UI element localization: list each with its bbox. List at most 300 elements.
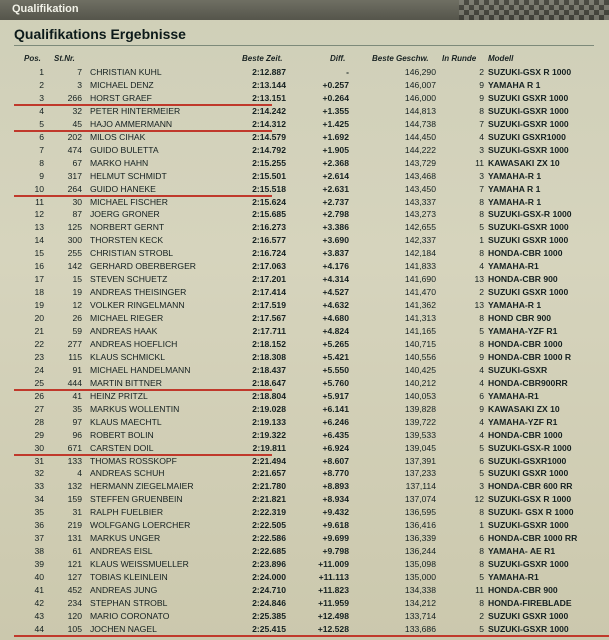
- cell-zeit: 2:17.414: [252, 287, 286, 298]
- cell-stnr: 444: [67, 377, 82, 388]
- cell-diff: +4.680: [322, 313, 349, 324]
- cell-zeit: 2:15.501: [252, 170, 286, 181]
- cell-gesch: 143,468: [404, 170, 436, 181]
- cell-runde: 9: [479, 351, 484, 362]
- cell-model: HONDA-CBR 1000 RR: [488, 533, 578, 544]
- cell-stnr: 15: [72, 274, 82, 285]
- cell-zeit: 2:13.151: [252, 92, 286, 103]
- cell-diff: +2.631: [322, 183, 349, 194]
- cell-pos: 9: [39, 170, 44, 181]
- cell-gesch: 143,729: [404, 157, 436, 168]
- table-row: [0, 365, 609, 377]
- cell-name: MICHAEL RIEGER: [90, 313, 164, 324]
- cell-zeit: 2:16.273: [252, 222, 286, 233]
- cell-zeit: 2:18.647: [252, 377, 286, 388]
- cell-gesch: 141,362: [404, 300, 436, 311]
- cell-pos: 23: [34, 351, 44, 362]
- cell-name: KLAUS SCHMICKL: [90, 351, 165, 362]
- cell-model: HOND CBR 900: [488, 313, 552, 324]
- table-row: [0, 468, 609, 480]
- cell-pos: 5: [39, 118, 44, 129]
- cell-diff: +1.355: [322, 105, 349, 116]
- table-row: [0, 222, 609, 234]
- cell-model: SUZUKI-GSX-R 1000: [488, 209, 572, 220]
- table-row: [0, 80, 609, 92]
- cell-stnr: 61: [72, 546, 82, 557]
- cell-zeit: 2:15.624: [252, 196, 286, 207]
- table-row: [0, 274, 609, 286]
- cell-stnr: 26: [72, 313, 82, 324]
- cell-zeit: 2:23.896: [252, 559, 286, 570]
- cell-zeit: 2:19.133: [252, 416, 286, 427]
- page-title: Qualifikations Ergebnisse: [14, 26, 186, 42]
- cell-zeit: 2:16.577: [252, 235, 286, 246]
- cell-zeit: 2:18.308: [252, 351, 286, 362]
- table-row: [0, 352, 609, 364]
- cell-stnr: 35: [72, 403, 82, 414]
- cell-model: SUZUKI-GSXR 1000: [488, 623, 569, 634]
- cell-runde: 8: [479, 559, 484, 570]
- cell-runde: 5: [479, 623, 484, 634]
- highlight-underline: [14, 454, 272, 456]
- cell-diff: +0.264: [322, 92, 349, 103]
- cell-model: SUZUKI-GSX R 1000: [488, 67, 572, 77]
- cell-zeit: 2:22.319: [252, 507, 286, 518]
- cell-gesch: 136,244: [404, 546, 436, 557]
- cell-zeit: 2:12.887: [252, 67, 286, 77]
- cell-stnr: 219: [67, 520, 82, 531]
- col-runde: In Runde: [442, 54, 477, 63]
- cell-gesch: 141,165: [404, 326, 436, 336]
- cell-runde: 8: [479, 313, 484, 324]
- cell-pos: 30: [34, 442, 44, 453]
- cell-name: MARKUS UNGER: [90, 533, 161, 544]
- table-row: [0, 67, 609, 79]
- cell-stnr: 12: [72, 300, 82, 311]
- cell-runde: 6: [479, 455, 484, 466]
- cell-model: HONDA-CBR 1000: [488, 338, 563, 349]
- cell-stnr: 115: [68, 351, 82, 362]
- cell-gesch: 133,714: [404, 610, 436, 621]
- cell-pos: 32: [34, 468, 44, 479]
- cell-name: CHRISTIAN STROBL: [90, 248, 174, 259]
- cell-model: SUZUKI-GSXR: [488, 364, 548, 375]
- cell-diff: +2.737: [322, 196, 349, 207]
- table-row: [0, 520, 609, 532]
- cell-stnr: 125: [67, 222, 82, 233]
- cell-zeit: 2:25.385: [252, 610, 286, 621]
- cell-diff: +6.924: [322, 442, 349, 453]
- cell-name: MILOS CIHAK: [90, 131, 146, 142]
- cell-diff: +3.837: [322, 248, 349, 259]
- cell-pos: 10: [34, 183, 44, 194]
- cell-zeit: 2:19.322: [252, 429, 286, 440]
- cell-stnr: 133: [67, 455, 82, 466]
- cell-stnr: 142: [67, 261, 82, 272]
- cell-name: HORST GRAEF: [90, 92, 152, 103]
- cell-model: YAMAHA-R1: [488, 261, 539, 272]
- cell-name: HAJO AMMERMANN: [90, 118, 173, 129]
- bottom-underline: [14, 635, 609, 637]
- cell-gesch: 134,338: [404, 585, 436, 595]
- cell-stnr: 45: [72, 118, 82, 129]
- cell-gesch: 146,007: [404, 79, 436, 90]
- cell-diff: +9.432: [322, 507, 349, 518]
- cell-diff: +5.917: [322, 390, 349, 401]
- cell-name: HERMANN ZIEGELMAIER: [90, 481, 194, 492]
- cell-gesch: 134,212: [404, 597, 436, 608]
- cell-runde: 4: [479, 429, 484, 440]
- cell-runde: 5: [479, 572, 484, 583]
- cell-model: HONDA-CBR 1000 R: [488, 351, 572, 362]
- cell-name: STEVEN SCHUETZ: [90, 274, 168, 285]
- table-row: [0, 287, 609, 299]
- cell-model: SUZUKI-GSXR1000: [488, 455, 567, 466]
- cell-name: CARSTEN DOIL: [90, 442, 154, 453]
- cell-gesch: 144,813: [404, 105, 436, 116]
- cell-stnr: 4: [77, 468, 82, 479]
- cell-model: HONDA-CBR 1000: [488, 429, 563, 440]
- cell-name: PETER HINTERMEIER: [90, 105, 181, 116]
- cell-zeit: 2:17.201: [252, 274, 286, 285]
- cell-model: SUZUKI GSXR 1000: [488, 92, 569, 103]
- cell-gesch: 141,470: [404, 287, 436, 298]
- cell-zeit: 2:18.804: [252, 390, 286, 401]
- cell-stnr: 264: [67, 183, 82, 194]
- table-row: [0, 533, 609, 545]
- cell-gesch: 139,533: [404, 429, 436, 440]
- cell-zeit: 2:25.415: [252, 623, 286, 634]
- title-bar: [0, 0, 609, 20]
- cell-pos: 34: [34, 494, 44, 505]
- cell-diff: +1.425: [322, 118, 349, 129]
- cell-runde: 11: [475, 157, 484, 168]
- cell-name: STEPHAN STROBL: [90, 597, 168, 608]
- cell-pos: 17: [34, 274, 44, 285]
- cell-name: MARKO HAHN: [90, 157, 149, 168]
- cell-name: THORSTEN KECK: [90, 235, 164, 246]
- cell-pos: 1: [39, 67, 44, 77]
- cell-diff: +6.435: [322, 429, 349, 440]
- highlight-underline: [14, 104, 272, 106]
- table-row: [0, 598, 609, 610]
- cell-name: GUIDO HANEKE: [90, 183, 156, 194]
- cell-gesch: 141,313: [404, 313, 436, 324]
- table-row: [0, 248, 609, 260]
- cell-name: ROBERT BOLIN: [90, 429, 154, 440]
- cell-pos: 28: [34, 416, 44, 427]
- cell-pos: 43: [34, 610, 44, 621]
- cell-stnr: 127: [67, 572, 82, 583]
- cell-gesch: 136,339: [404, 533, 436, 544]
- cell-name: VOLKER RINGELMANN: [90, 300, 185, 311]
- cell-runde: 5: [479, 222, 484, 233]
- table-row: [0, 132, 609, 144]
- cell-pos: 33: [34, 481, 44, 492]
- cell-stnr: 7: [77, 67, 82, 77]
- cell-runde: 8: [479, 546, 484, 557]
- cell-name: HEINZ PRITZL: [90, 390, 148, 401]
- cell-name: WOLFGANG LOERCHER: [90, 520, 191, 531]
- cell-name: GERHARD OBERBERGER: [90, 261, 197, 272]
- cell-runde: 7: [479, 183, 484, 194]
- cell-diff: +11.823: [318, 585, 349, 595]
- cell-diff: +4.632: [322, 300, 349, 311]
- cell-runde: 3: [479, 144, 484, 155]
- cell-pos: 3: [39, 92, 44, 103]
- cell-runde: 5: [479, 468, 484, 479]
- cell-runde: 9: [479, 79, 484, 90]
- cell-name: ANDREAS THEISINGER: [90, 287, 187, 298]
- cell-stnr: 121: [67, 559, 82, 570]
- cell-name: ANDREAS HOEFLICH: [90, 338, 178, 349]
- cell-pos: 19: [34, 300, 44, 311]
- cell-diff: +4.824: [322, 326, 349, 336]
- cell-diff: +2.368: [322, 157, 349, 168]
- cell-stnr: 234: [67, 597, 82, 608]
- cell-zeit: 2:18.152: [252, 338, 286, 349]
- cell-zeit: 2:15.685: [252, 209, 286, 220]
- cell-pos: 41: [34, 585, 44, 595]
- cell-runde: 4: [479, 416, 484, 427]
- cell-model: YAMAHA R 1: [488, 183, 541, 194]
- cell-name: THOMAS ROSSKOPF: [90, 455, 177, 466]
- table-row: [0, 494, 609, 506]
- cell-model: HONDA-CBR 1000: [488, 248, 563, 259]
- cell-pos: 38: [34, 546, 44, 557]
- cell-diff: +11.009: [318, 559, 349, 570]
- table-row: [0, 158, 609, 170]
- cell-diff: +9.699: [322, 533, 349, 544]
- cell-model: SUZUKI GSXR 1000: [488, 235, 569, 246]
- cell-diff: +4.527: [322, 287, 349, 298]
- cell-diff: +4.314: [322, 274, 349, 285]
- cell-gesch: 133,686: [404, 623, 436, 634]
- cell-zeit: 2:14.792: [252, 144, 286, 155]
- cell-gesch: 136,595: [404, 507, 436, 518]
- table-row: [0, 507, 609, 519]
- cell-model: HONDA-CBR 900: [488, 585, 558, 595]
- cell-gesch: 136,416: [404, 520, 436, 531]
- cell-diff: +6.141: [322, 403, 349, 414]
- table-row: [0, 106, 609, 118]
- cell-diff: +11.959: [318, 597, 349, 608]
- col-gesch: Beste Geschw.: [372, 54, 429, 63]
- cell-runde: 6: [479, 390, 484, 401]
- cell-diff: +2.614: [322, 170, 349, 181]
- table-row: [0, 585, 609, 597]
- table-row: [0, 611, 609, 623]
- cell-stnr: 132: [67, 481, 82, 492]
- cell-pos: 13: [34, 222, 44, 233]
- table-row: [0, 339, 609, 351]
- cell-runde: 8: [479, 105, 484, 116]
- cell-runde: 4: [479, 364, 484, 375]
- cell-pos: 27: [34, 403, 44, 414]
- cell-model: SUZUKI-GSXR 1000: [488, 222, 569, 233]
- cell-diff: +12.528: [317, 623, 349, 634]
- col-diff: Diff.: [330, 54, 346, 63]
- cell-zeit: 2:17.567: [252, 313, 286, 324]
- cell-zeit: 2:17.711: [252, 326, 286, 336]
- cell-diff: +12.498: [317, 610, 349, 621]
- cell-stnr: 266: [67, 92, 82, 103]
- cell-stnr: 41: [72, 390, 82, 401]
- table-row: [0, 145, 609, 157]
- cell-pos: 26: [34, 390, 44, 401]
- table-row: [0, 171, 609, 183]
- cell-model: SUZUKI-GSX R 1000: [488, 494, 572, 505]
- cell-runde: 2: [479, 67, 484, 77]
- cell-model: SUZUKI GSXR 1000: [488, 468, 569, 479]
- cell-model: HONDA-CBR 900: [488, 274, 558, 285]
- cell-pos: 2: [39, 79, 44, 90]
- cell-stnr: 87: [72, 209, 82, 220]
- cell-gesch: 146,290: [404, 67, 436, 77]
- cell-name: MARTIN BITTNER: [90, 377, 162, 388]
- cell-diff: +8.770: [322, 468, 349, 479]
- cell-pos: 25: [34, 377, 44, 388]
- cell-zeit: 2:21.494: [252, 455, 286, 466]
- cell-zeit: 2:24.000: [252, 572, 286, 583]
- cell-zeit: 2:14.242: [252, 105, 286, 116]
- cell-zeit: 2:17.519: [252, 300, 286, 311]
- cell-stnr: 67: [72, 157, 82, 168]
- cell-pos: 6: [39, 131, 44, 142]
- cell-model: SUZUKI-GSXR 1000: [488, 520, 569, 531]
- cell-zeit: 2:22.586: [252, 533, 286, 544]
- cell-model: SUZUKI-GSX-R 1000: [488, 442, 572, 453]
- cell-zeit: 2:22.685: [252, 546, 286, 557]
- cell-pos: 8: [39, 157, 44, 168]
- cell-gesch: 143,337: [404, 196, 436, 207]
- cell-runde: 8: [479, 507, 484, 518]
- cell-gesch: 142,184: [404, 248, 436, 259]
- cell-model: SUZUKI GSXR 1000: [488, 287, 569, 298]
- cell-name: HELMUT SCHMIDT: [90, 170, 167, 181]
- cell-name: KLAUS MAECHTL: [90, 416, 162, 427]
- cell-name: MICHAEL HANDELMANN: [90, 364, 191, 375]
- table-row: [0, 300, 609, 312]
- cell-gesch: 137,233: [404, 468, 436, 479]
- cell-model: YAMAHA-R 1: [488, 170, 542, 181]
- highlight-underline: [14, 130, 272, 132]
- cell-runde: 11: [475, 585, 484, 595]
- cell-model: YAMAHA-R1: [488, 572, 539, 583]
- cell-zeit: 2:21.780: [252, 481, 286, 492]
- cell-name: RALPH FUELBIER: [90, 507, 164, 518]
- cell-diff: +6.246: [322, 416, 349, 427]
- cell-pos: 37: [34, 533, 44, 544]
- cell-pos: 21: [34, 326, 44, 336]
- cell-stnr: 277: [67, 338, 82, 349]
- cell-gesch: 141,833: [404, 261, 436, 272]
- cell-pos: 22: [34, 338, 44, 349]
- cell-name: MICHAEL FISCHER: [90, 196, 168, 207]
- cell-name: MICHAEL DENZ: [90, 79, 154, 90]
- cell-zeit: 2:24.846: [252, 597, 286, 608]
- cell-diff: +3.690: [322, 235, 349, 246]
- cell-model: SUZUKI GSXR 1000: [488, 610, 569, 621]
- cell-runde: 1: [479, 235, 484, 246]
- cell-stnr: 97: [72, 416, 82, 427]
- cell-stnr: 105: [67, 623, 82, 634]
- cell-pos: 44: [34, 623, 44, 634]
- cell-diff: +5.550: [322, 364, 349, 375]
- cell-gesch: 144,450: [404, 131, 436, 142]
- cell-stnr: 131: [67, 533, 82, 544]
- cell-pos: 18: [34, 287, 44, 298]
- cell-pos: 20: [34, 313, 44, 324]
- cell-zeit: 2:15.518: [252, 183, 286, 194]
- cell-gesch: 140,425: [404, 364, 436, 375]
- cell-model: SUZUKI- GSX R 1000: [488, 507, 574, 518]
- cell-name: ANDREAS SCHUH: [90, 468, 165, 479]
- cell-pos: 39: [34, 559, 44, 570]
- cell-pos: 35: [34, 507, 44, 518]
- cell-runde: 12: [474, 494, 484, 505]
- cell-diff: -: [346, 67, 349, 77]
- cell-diff: +4.176: [322, 261, 349, 272]
- cell-pos: 24: [34, 364, 44, 375]
- col-stnr: St.Nr.: [54, 54, 75, 63]
- cell-name: ANDREAS HAAK: [90, 326, 158, 336]
- cell-pos: 4: [39, 105, 44, 116]
- cell-stnr: 91: [72, 364, 82, 375]
- cell-pos: 12: [34, 209, 44, 220]
- cell-runde: 9: [479, 403, 484, 414]
- cell-runde: 8: [479, 209, 484, 220]
- cell-name: STEFFEN GRUENBEIN: [90, 494, 183, 505]
- cell-gesch: 144,222: [404, 144, 436, 155]
- cell-gesch: 146,000: [404, 92, 436, 103]
- cell-runde: 5: [479, 442, 484, 453]
- cell-runde: 13: [474, 300, 484, 311]
- cell-diff: +5.421: [322, 351, 349, 362]
- cell-diff: +8.934: [322, 494, 349, 505]
- cell-stnr: 202: [67, 131, 82, 142]
- cell-zeit: 2:15.255: [252, 157, 286, 168]
- cell-diff: +11.113: [318, 572, 349, 583]
- cell-zeit: 2:14.312: [252, 118, 286, 129]
- cell-diff: +3.386: [322, 222, 349, 233]
- cell-stnr: 59: [72, 326, 82, 336]
- cell-zeit: 2:16.724: [252, 248, 286, 259]
- highlight-underline: [14, 195, 272, 197]
- cell-stnr: 255: [67, 248, 82, 259]
- cell-diff: +5.760: [322, 377, 349, 388]
- cell-diff: +9.798: [322, 546, 349, 557]
- cell-diff: +1.692: [322, 131, 349, 142]
- cell-runde: 6: [479, 533, 484, 544]
- cell-gesch: 139,045: [404, 442, 436, 453]
- cell-model: SUZUKI-GSXR 1000: [488, 144, 569, 155]
- cell-gesch: 135,000: [404, 572, 436, 583]
- cell-runde: 8: [479, 597, 484, 608]
- table-row: [0, 572, 609, 584]
- cell-name: ANDREAS JUNG: [90, 585, 158, 595]
- cell-gesch: 143,450: [404, 183, 436, 194]
- cell-diff: +8.607: [322, 455, 349, 466]
- cell-model: SUZUKI-GSXR 1000: [488, 118, 569, 129]
- cell-stnr: 32: [72, 105, 82, 116]
- cell-model: YAMAHA-R 1: [488, 196, 542, 207]
- cell-diff: +2.798: [322, 209, 349, 220]
- cell-model: SUZUKI-GSXR 1000: [488, 559, 569, 570]
- cell-gesch: 135,098: [404, 559, 436, 570]
- col-zeit: Beste Zeit.: [242, 54, 283, 63]
- cell-gesch: 142,655: [404, 222, 436, 233]
